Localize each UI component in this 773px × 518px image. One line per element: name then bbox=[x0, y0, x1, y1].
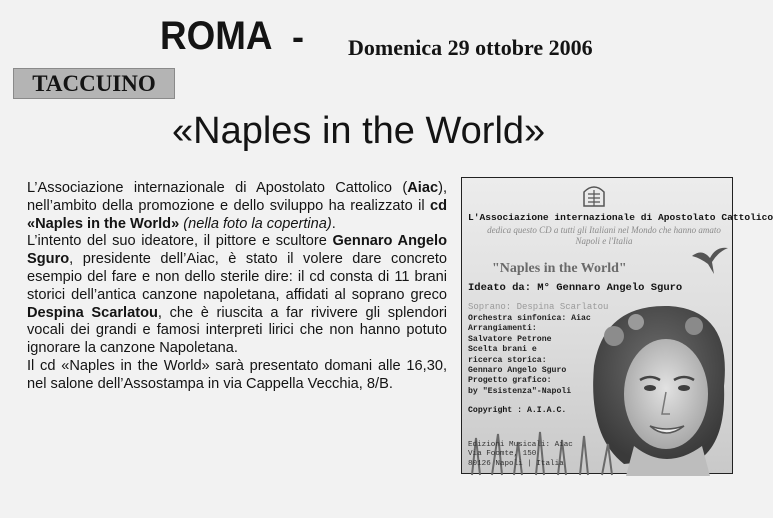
cover-dedication: dedica questo CD a tutti gli Italiani nel Mondo che hanno amato Napoli e l'Italia bbox=[487, 225, 721, 246]
italic-run: (nella foto la copertina) bbox=[183, 215, 332, 232]
text-run: . bbox=[331, 215, 336, 232]
cover-title: "Naples in the World" bbox=[492, 261, 627, 276]
cover-association: L'Associazione internazionale di Apostolato Cattolico bbox=[468, 212, 773, 223]
text-run: , che è riuscita a far rivivere gli splendori vocali dei grandi e famosi interpreti lirici che non hanno potuto ignorare la canzone Napoletana. bbox=[27, 304, 447, 357]
cover-soprano: Soprano: Despina Scarlatou bbox=[468, 302, 609, 312]
cover-copyright: Copyright : A.I.A.C. bbox=[468, 406, 567, 415]
bold-run: Gennaro Angelo Sguro bbox=[27, 233, 447, 268]
text-run: L’intento del suo ideatore, il pittore e scultore bbox=[27, 233, 333, 250]
seagull-icon bbox=[690, 244, 730, 276]
bold-run: cd «Naples in the World» bbox=[27, 197, 447, 232]
bold-run: Despina Scarlatou bbox=[27, 304, 158, 321]
article-body bbox=[27, 180, 447, 394]
cd-cover-photo bbox=[461, 177, 773, 474]
text-run: , presidente dell’Aiac, è stato il volere dare concreto esempio del fare e non dello sterile dire: il cd consta di 11 brani storici dell’antica canzone napoletana, affidati al soprano greco bbox=[27, 251, 447, 303]
article-paragraph-2 bbox=[27, 233, 447, 358]
cover-credits: Orchestra sinfonica: Aiac Arrangiamenti: Salvatore Petrone Scelta brani e ricerca storica: Gennaro Angelo Sguro Progetto grafico: by "Esistenza"-Napoli bbox=[468, 314, 591, 396]
text-run: L’Associazione internazionale di Apostolato Cattolico ( bbox=[27, 180, 408, 196]
cover-author: Ideato da: M° Gennaro Angelo Sguro bbox=[468, 282, 683, 294]
masthead-date: Domenica 29 ottobre 2006 bbox=[348, 35, 593, 60]
article-paragraph-1 bbox=[27, 180, 447, 233]
bold-run: Aiac bbox=[407, 180, 439, 196]
section-label: TACCUINO bbox=[13, 68, 175, 99]
cover-publisher: Edizioni Musicali: Aiac Via Foomte, 150 80126 Napoli | Italia bbox=[468, 441, 573, 468]
masthead-separator: - bbox=[292, 16, 304, 57]
emblem-icon bbox=[582, 182, 606, 208]
headline: «Naples in the World» bbox=[172, 110, 546, 152]
masthead-city: ROMA bbox=[160, 14, 273, 58]
article-paragraph-3: Il cd «Naples in the World» sarà presentato domani alle 16,30, nel salone dell’Assostampa in via Cappella Vecchia, 8/B. bbox=[27, 357, 447, 392]
text-run: ), nell’ambito della promozione e dello sviluppo ha realizzato il bbox=[27, 180, 447, 214]
